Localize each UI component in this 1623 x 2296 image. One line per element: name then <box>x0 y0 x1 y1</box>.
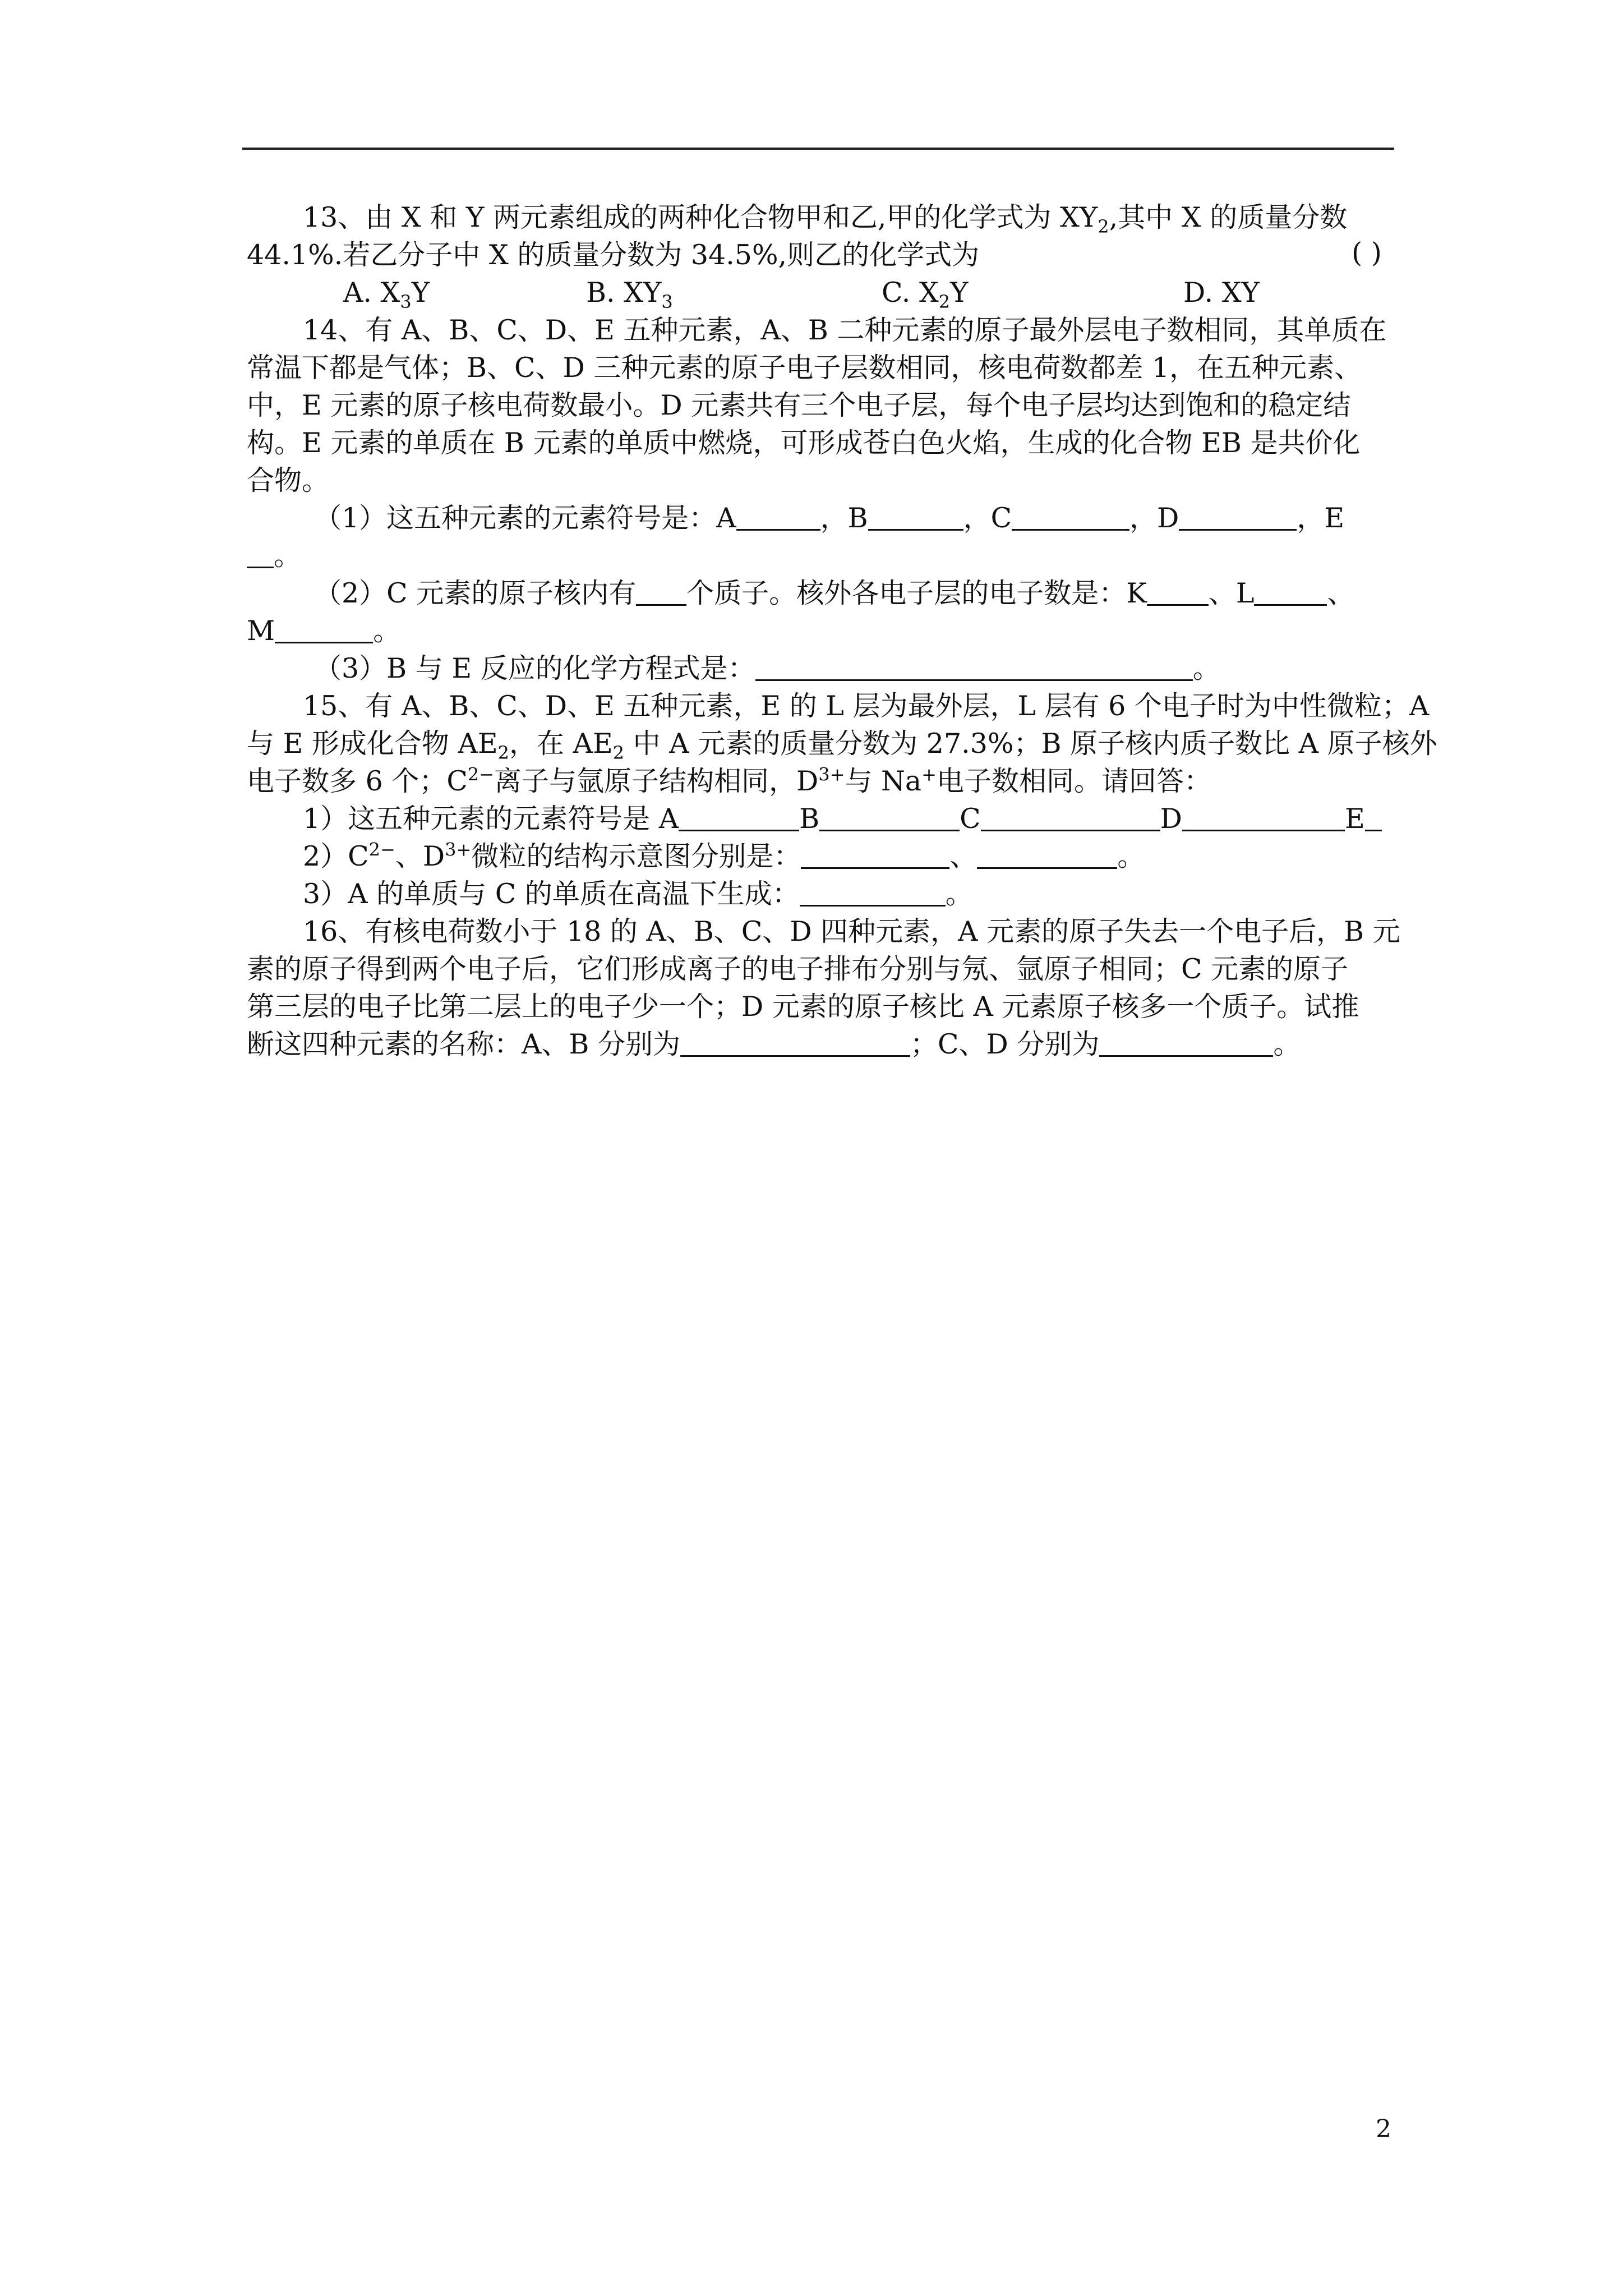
q15-sub1: 1）这五种元素的元素符号是 A B C D E <box>303 800 1453 838</box>
q14-blank-e[interactable] <box>247 540 274 568</box>
q14-sub2-cont: M 。 <box>247 615 401 647</box>
q16-line-3: 第三层的电子比第二层上的电子少一个；D 元素的原子核比 A 元素原子核多一个质子。试推 <box>247 991 1359 1023</box>
q14-blank-d[interactable] <box>1179 502 1297 531</box>
q14-blank-a[interactable] <box>736 502 820 531</box>
q13-option-b: B. $XY_3$ <box>586 277 673 312</box>
q15-blank-product[interactable] <box>800 878 946 907</box>
q15-line-3: 电子数多 6 个；$C^{2-}$离子与氩原子结构相同，$D^{3+}$与 Na+电子数相同。请回答： <box>247 763 1211 797</box>
q14-blank-protons[interactable] <box>636 577 686 606</box>
q14-blank-m[interactable] <box>275 615 373 643</box>
q14-line-1: 14、有 A、B、C、D、E 五种元素，A、B 二种元素的原子最外层电子数相同，其单质在 <box>303 314 1387 346</box>
q14-sub2: （2）C 元素的原子核内有 个质子。核外各电子层的电子数是：K 、L 、 <box>314 577 1355 609</box>
q13-option-c: C. $X_2Y$ <box>882 277 969 312</box>
q14-blank-b[interactable] <box>868 502 963 531</box>
q15-blank-diagram-d[interactable] <box>977 840 1117 869</box>
q16-line-4: 断这四种元素的名称：A、B 分别为 ；C、D 分别为 。 <box>247 1028 1301 1060</box>
q16-line-2: 素的原子得到两个电子后，它们形成离子的电子排布分别与氖、氩原子相同；C 元素的原子 <box>247 953 1349 985</box>
q14-sub1-cont: 。 <box>247 537 1396 574</box>
q13-answer-paren: ( ) <box>1352 237 1382 269</box>
q14-line-3: 中，E 元素的原子核电荷数最小。D 元素共有三个电子层，每个电子层均达到饱和的稳定结 <box>247 389 1351 421</box>
page-number: 2 <box>1376 2115 1391 2143</box>
q16-line-1: 16、有核电荷数小于 18 的 A、B、C、D 四种元素，A 元素的原子失去一个电子后，B 元 <box>303 915 1400 947</box>
q15-blank-d[interactable] <box>1182 803 1345 831</box>
q13-line-1: 13、由 X 和 Y 两元素组成的两种化合物甲和乙,甲的化学式为 $XY_2$,其中 X 的质量分数 <box>303 201 1348 237</box>
q13-line-2: 44.1%.若乙分子中 X 的质量分数为 34.5%,则乙的化学式为 <box>247 239 980 271</box>
q14-sub3: （3）B 与 E 反应的化学方程式是： 。 <box>314 652 1220 684</box>
q14-blank-k[interactable] <box>1147 577 1209 606</box>
q14-blank-l[interactable] <box>1254 577 1327 606</box>
q15-blank-b[interactable] <box>819 803 960 831</box>
q14-line-2: 常温下都是气体；B、C、D 三种元素的原子电子层数相同，核电荷数都差 1，在五种元素、 <box>247 352 1362 384</box>
q14-sub1: （1）这五种元素的元素符号是：A ，B ，C ，D ，E <box>314 502 1345 534</box>
q15-sub2: $2)C^{2-}$、$D^{3+}$微粒的结构示意图分别是： 、 。 <box>303 839 1145 872</box>
q14-blank-c[interactable] <box>1012 502 1129 531</box>
q15-blank-a[interactable] <box>679 803 799 831</box>
q13-option-a: A. $X_3Y$ <box>343 277 430 312</box>
q16-blank-ab[interactable] <box>680 1028 910 1057</box>
q15-line-2: 与 E 形成化合物 $AE_2$，在 $AE_2$ 中 A 元素的质量分数为 27.3%；B 原子核内质子数比 A 原子核外 <box>247 728 1437 763</box>
header-rule <box>242 148 1394 150</box>
q15-line-1: 15、有 A、B、C、D、E 五种元素，E 的 L 层为最外层，L 层有 6 个电子时为中性微粒；A <box>303 690 1430 722</box>
q15-sub3: 3）A 的单质与 C 的单质在高温下生成： 。 <box>303 878 973 910</box>
q15-blank-e[interactable] <box>1365 803 1382 831</box>
q16-blank-cd[interactable] <box>1099 1028 1273 1057</box>
q14-blank-equation[interactable] <box>755 652 1193 681</box>
q13-option-d: D. XY <box>1183 277 1260 309</box>
q14-line-5: 合物。 <box>247 464 330 496</box>
q14-line-4: 构。E 元素的单质在 B 元素的单质中燃烧，可形成苍白色火焰，生成的化合物 EB 是共价化 <box>247 427 1361 459</box>
q15-blank-diagram-c[interactable] <box>801 840 949 869</box>
q15-blank-c[interactable] <box>981 803 1160 831</box>
